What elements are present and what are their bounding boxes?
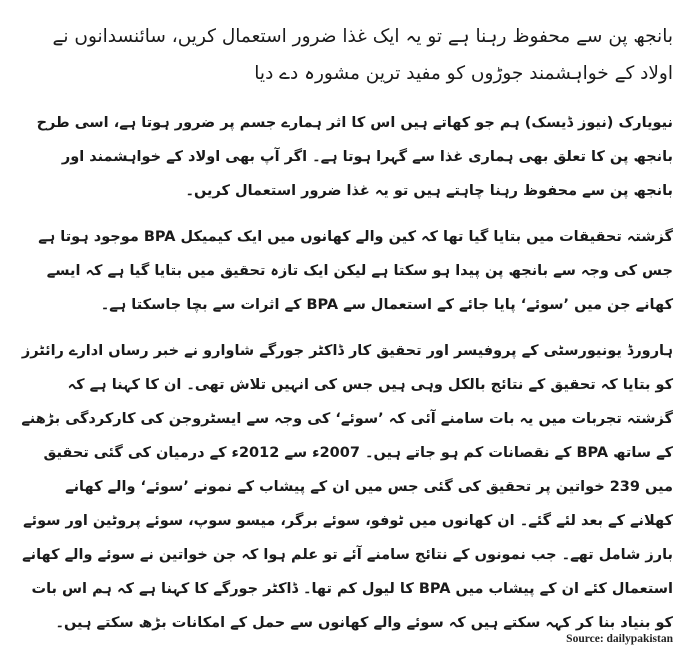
article-paragraph-study: ہارورڈ یونیورسٹی کے پروفیسر اور تحقیق کار ڈاکٹر جورگے شاوارو نے خبر رساں ادارے رائٹرز کو بتایا کہ تحقیق کے نتائج بالکل وہی ہیں جس کی انہیں تلاش تھی۔ ان کا کہنا ہے کہ گزشتہ تجربات میں یہ بات سامنے آئی کہ ’سوئے‘ کی وجہ سے ایسٹروجن کی کارکردگی بڑھنے کے ساتھ BPA کے نقصانات کم ہو جاتے ہیں۔ 2007ء سے 2012ء کے درمیان کی گئی تحقیق میں 239 خواتین پر تحقیق کی گئی جس میں ان کے پیشاب کے نمونے ’سوئے‘ والے کھانے کھلانے کے بعد لئے گئے۔ ان کھانوں میں ٹوفو، سوئے برگر، میسو سوپ، سوئے پروٹین اور سوئے بارز شامل تھے۔ جب نمونوں کے نتائج سامنے آئے تو علم ہوا کہ جن خواتین نے سوئے والے کھانے استعمال کئے ان کے پیشاب میں BPA کا لیول کم تھا۔ ڈاکٹر جورگے کا کہنا ہے کہ ہم اس بات کو بنیاد بنا کر کہہ سکتے ہیں کہ سوئے والے کھانوں سے حمل کے امکانات بڑھ سکتے ہیں۔ — [21, 343, 673, 631]
article-headline: بانجھ پن سے محفوظ رہنا ہے تو یہ ایک غذا ضرور استعمال کریں، سائنسدانوں نے اولاد کے خواہشمند جوڑوں کو مفید ترین مشورہ دے دیا — [52, 26, 673, 84]
article — [20, 18, 673, 652]
article-paragraph-research: گزشتہ تحقیقات میں بتایا گیا تھا کہ کین والے کھانوں میں ایک کیمیکل BPA موجود ہوتا ہے جس کی وجہ سے بانجھ پن پیدا ہو سکتا ہے لیکن ایک تازہ تحقیق میں بتایا گیا ہے کہ ایسے کھانے جن میں ’سوئے‘ پایا جائے کے استعمال سے BPA کے اثرات سے بچا جاسکتا ہے۔ — [38, 229, 673, 313]
article-paragraph-intro: نیویارک (نیوز ڈیسک) ہم جو کھاتے ہیں اس کا اثر ہمارے جسم پر ضرور ہوتا ہے، اسی طرح بانجھ پن کا تعلق بھی ہماری غذا سے گہرا ہوتا ہے۔ اگر آپ بھی اولاد کے خواہشمند اور بانجھ پن سے محفوظ رہنا چاہتے ہیں تو یہ غذا ضرور استعمال کریں۔ — [36, 115, 673, 199]
source-credit: Source: dailypakistan — [566, 633, 673, 645]
